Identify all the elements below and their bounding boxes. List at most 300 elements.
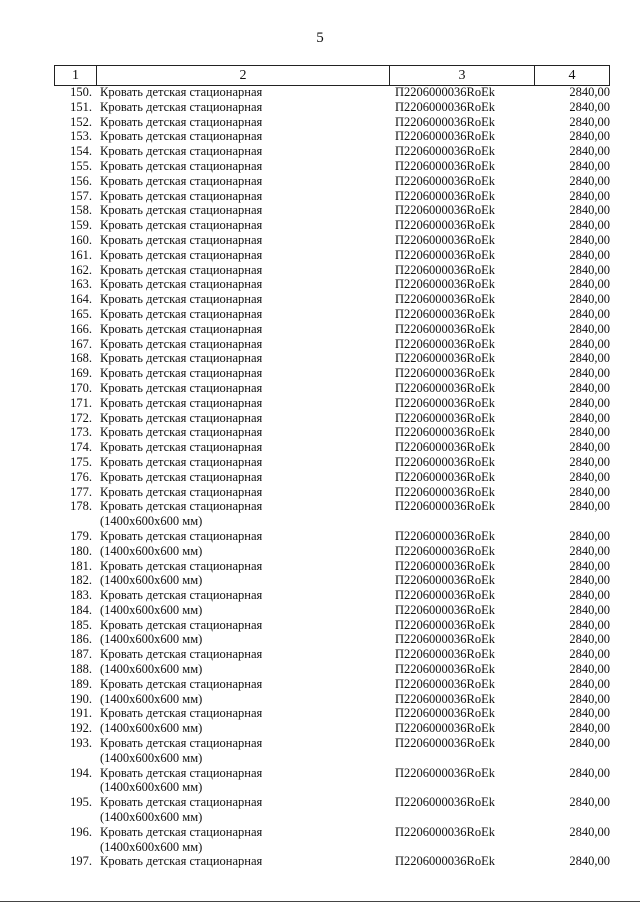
row-number: 158. [70,203,92,218]
item-price: 2840,00 [569,499,610,514]
item-code: П2206000036RoEk [395,129,495,144]
row-number: 194. [70,765,92,780]
table-row [54,470,610,485]
item-price: 2840,00 [569,203,610,218]
item-code: П2206000036RoEk [395,321,495,336]
row-number: 162. [70,262,92,277]
item-price: 2840,00 [569,469,610,484]
item-name-line: Кровать детская стационарная [100,366,263,381]
table-row [54,292,610,307]
table-body [54,85,610,869]
item-price: 2840,00 [569,351,610,366]
row-number: 178. [70,499,92,514]
item-price: 2840,00 [569,306,610,321]
row-number: 161. [70,247,92,262]
item-price: 2840,00 [569,114,610,129]
item-name [96,203,393,218]
item-name-line: Кровать детская стационарная [100,824,263,839]
table-row [54,440,610,455]
item-code: П2206000036RoEk [395,736,495,751]
row-number: 180. [70,543,92,558]
item-name-line: Кровать детская стационарная [100,144,263,159]
item-price: 2840,00 [569,336,610,351]
item-code: П2206000036RoEk [395,336,495,351]
row-number: 163. [70,277,92,292]
row-number: 182. [70,573,92,588]
table-row [54,100,610,115]
table-row [54,263,610,278]
item-price: 2840,00 [569,558,610,573]
item-name-line: Кровать детская стационарная [100,218,263,233]
item-price: 2840,00 [569,144,610,159]
item-code: П2206000036RoEk [395,706,495,721]
row-number: 157. [70,188,92,203]
item-price: 2840,00 [569,247,610,262]
row-number: 171. [70,395,92,410]
header-col-2: 2 [96,66,389,85]
item-name-line: Кровать детская стационарная [100,528,263,543]
table-row [54,854,610,869]
table-row [54,706,610,721]
table-row [54,381,610,396]
item-name-line: Кровать детская стационарная [100,765,263,780]
item-name-line: Кровать детская стационарная [100,676,263,691]
item-code: П2206000036RoEk [395,721,495,736]
item-code: П2206000036RoEk [395,203,495,218]
item-name-line: Кровать детская стационарная [100,558,263,573]
item-name [96,174,393,189]
table-row [54,632,610,647]
table-row [54,766,610,796]
item-code: П2206000036RoEk [395,676,495,691]
item-price: 2840,00 [569,647,610,662]
item-price: 2840,00 [569,854,610,869]
item-name-line: Кровать детская стационарная [100,114,263,129]
item-name-line: (1400х600х600 мм) [100,691,203,706]
row-number: 197. [70,854,92,869]
row-number: 154. [70,144,92,159]
item-code: П2206000036RoEk [395,144,495,159]
table-row [54,85,610,100]
item-name-line: Кровать детская стационарная [100,262,263,277]
item-name [96,322,393,337]
item-price: 2840,00 [569,99,610,114]
table-row [54,396,610,411]
table-row [54,189,610,204]
item-name-line: Кровать детская стационарная [100,854,263,869]
row-number: 159. [70,218,92,233]
table-row [54,322,610,337]
item-name [96,366,393,381]
row-number: 193. [70,736,92,751]
item-name-line: Кровать детская стационарная [100,647,263,662]
table-row [54,544,610,559]
item-name [96,662,393,677]
item-code: П2206000036RoEk [395,173,495,188]
item-name-line: Кровать детская стационарная [100,173,263,188]
item-code: П2206000036RoEk [395,158,495,173]
item-price: 2840,00 [569,765,610,780]
row-number: 186. [70,632,92,647]
table-row [54,351,610,366]
item-name-line: Кровать детская стационарная [100,410,263,425]
item-code: П2206000036RoEk [395,484,495,499]
row-number: 175. [70,454,92,469]
row-number: 160. [70,232,92,247]
row-number: 195. [70,795,92,810]
item-price: 2840,00 [569,188,610,203]
item-price: 2840,00 [569,425,610,440]
item-name [96,307,393,322]
item-name [96,129,393,144]
item-name [96,351,393,366]
row-number: 185. [70,617,92,632]
item-name-line: Кровать детская стационарная [100,99,263,114]
item-code: П2206000036RoEk [395,647,495,662]
item-name-line: (1400х600х600 мм) [100,810,203,825]
item-price: 2840,00 [569,721,610,736]
item-code: П2206000036RoEk [395,188,495,203]
table-row [54,307,610,322]
item-name [96,144,393,159]
row-number: 181. [70,558,92,573]
row-number: 164. [70,292,92,307]
row-number: 169. [70,366,92,381]
item-price: 2840,00 [569,366,610,381]
item-name-line: (1400х600х600 мм) [100,602,203,617]
item-name-line: (1400х600х600 мм) [100,514,203,529]
table-row [54,559,610,574]
item-name-line: Кровать детская стационарная [100,306,263,321]
item-name-line: Кровать детская стационарная [100,351,263,366]
item-code: П2206000036RoEk [395,558,495,573]
item-name [96,189,393,204]
item-name-line: Кровать детская стационарная [100,425,263,440]
row-number: 172. [70,410,92,425]
item-name-line: (1400х600х600 мм) [100,750,203,765]
item-name-line: Кровать детская стационарная [100,395,263,410]
item-code: П2206000036RoEk [395,232,495,247]
item-name-line: Кровать детская стационарная [100,706,263,721]
item-price: 2840,00 [569,218,610,233]
table-row [54,647,610,662]
item-code: П2206000036RoEk [395,85,495,99]
item-price: 2840,00 [569,321,610,336]
table-row [54,736,610,766]
table-row [54,248,610,263]
item-name-line: Кровать детская стационарная [100,736,263,751]
item-code: П2206000036RoEk [395,380,495,395]
table-row [54,573,610,588]
row-number: 155. [70,158,92,173]
item-price: 2840,00 [569,691,610,706]
item-code: П2206000036RoEk [395,543,495,558]
item-price: 2840,00 [569,85,610,99]
table-row [54,529,610,544]
item-name-line: (1400х600х600 мм) [100,543,203,558]
table-row [54,425,610,440]
item-code: П2206000036RoEk [395,247,495,262]
row-number: 196. [70,824,92,839]
item-code: П2206000036RoEk [395,99,495,114]
item-code: П2206000036RoEk [395,602,495,617]
item-name-line: Кровать детская стационарная [100,247,263,262]
item-name-line: Кровать детская стационарная [100,380,263,395]
row-number: 187. [70,647,92,662]
item-price: 2840,00 [569,173,610,188]
item-price: 2840,00 [569,292,610,307]
item-price: 2840,00 [569,410,610,425]
row-number: 191. [70,706,92,721]
item-name-line: Кровать детская стационарная [100,484,263,499]
table-row [54,366,610,381]
item-name [96,529,393,544]
item-code: П2206000036RoEk [395,366,495,381]
item-name-line: Кровать детская стационарная [100,158,263,173]
table-row [54,115,610,130]
item-code: П2206000036RoEk [395,573,495,588]
item-name [96,603,393,618]
item-name-line: Кровать детская стационарная [100,321,263,336]
item-name [96,381,393,396]
item-name-line: Кровать детская стационарная [100,617,263,632]
table-row [54,588,610,603]
item-code: П2206000036RoEk [395,425,495,440]
table-row [54,662,610,677]
item-name-line: Кровать детская стационарная [100,277,263,292]
item-price: 2840,00 [569,632,610,647]
item-code: П2206000036RoEk [395,662,495,677]
item-name [96,559,393,574]
item-name [96,425,393,440]
table-row [54,603,610,618]
row-number: 183. [70,588,92,603]
row-number: 188. [70,662,92,677]
table-row [54,159,610,174]
item-name-line: Кровать детская стационарная [100,469,263,484]
item-code: П2206000036RoEk [395,440,495,455]
table-row [54,203,610,218]
item-price: 2840,00 [569,262,610,277]
table-header [54,65,610,86]
item-name-line: Кровать детская стационарная [100,795,263,810]
row-number: 168. [70,351,92,366]
item-code: П2206000036RoEk [395,795,495,810]
item-name [96,766,393,796]
table-row [54,411,610,426]
item-name [96,233,393,248]
table-row [54,277,610,292]
item-price: 2840,00 [569,543,610,558]
table-row [54,692,610,707]
header-col-4: 4 [534,66,610,85]
item-name-line: (1400х600х600 мм) [100,780,203,795]
item-price: 2840,00 [569,129,610,144]
item-name [96,218,393,233]
item-price: 2840,00 [569,395,610,410]
item-name [96,455,393,470]
table-row [54,618,610,633]
item-code: П2206000036RoEk [395,277,495,292]
item-price: 2840,00 [569,380,610,395]
row-number: 189. [70,676,92,691]
item-code: П2206000036RoEk [395,262,495,277]
item-price: 2840,00 [569,736,610,751]
item-name [96,263,393,278]
item-price: 2840,00 [569,824,610,839]
item-code: П2206000036RoEk [395,691,495,706]
item-name [96,736,393,766]
item-name [96,292,393,307]
row-number: 179. [70,528,92,543]
item-name [96,573,393,588]
table-row [54,677,610,692]
item-name-line: (1400х600х600 мм) [100,721,203,736]
row-number: 151. [70,99,92,114]
row-number: 150. [70,85,92,99]
item-name [96,499,393,529]
item-code: П2206000036RoEk [395,306,495,321]
item-price: 2840,00 [569,676,610,691]
row-number: 152. [70,114,92,129]
item-name [96,677,393,692]
item-name-line: Кровать детская стационарная [100,292,263,307]
item-name-line: Кровать детская стационарная [100,129,263,144]
row-number: 156. [70,173,92,188]
item-code: П2206000036RoEk [395,632,495,647]
item-code: П2206000036RoEk [395,292,495,307]
page-number: 5 [316,30,324,46]
table-row [54,337,610,352]
item-name [96,85,393,100]
item-name [96,692,393,707]
item-price: 2840,00 [569,440,610,455]
item-name-line: Кровать детская стационарная [100,188,263,203]
item-name-line: (1400х600х600 мм) [100,662,203,677]
item-name-line: Кровать детская стационарная [100,85,263,99]
item-name-line: (1400х600х600 мм) [100,573,203,588]
item-code: П2206000036RoEk [395,617,495,632]
item-price: 2840,00 [569,158,610,173]
item-code: П2206000036RoEk [395,218,495,233]
table-row [54,499,610,529]
item-price: 2840,00 [569,795,610,810]
item-price: 2840,00 [569,528,610,543]
item-name [96,618,393,633]
item-name [96,588,393,603]
item-name-line: (1400х600х600 мм) [100,839,203,854]
item-code: П2206000036RoEk [395,588,495,603]
item-name [96,337,393,352]
item-code: П2206000036RoEk [395,469,495,484]
item-name [96,485,393,500]
item-name [96,632,393,647]
item-name [96,396,393,411]
item-code: П2206000036RoEk [395,395,495,410]
row-number: 177. [70,484,92,499]
row-number: 176. [70,469,92,484]
item-code: П2206000036RoEk [395,499,495,514]
item-name [96,721,393,736]
item-name [96,159,393,174]
item-name-line: Кровать детская стационарная [100,336,263,351]
item-price: 2840,00 [569,232,610,247]
table-row [54,174,610,189]
item-name-line: (1400х600х600 мм) [100,632,203,647]
item-code: П2206000036RoEk [395,824,495,839]
item-price: 2840,00 [569,484,610,499]
item-name [96,854,393,869]
item-price: 2840,00 [569,277,610,292]
bottom-divider [0,901,640,902]
item-code: П2206000036RoEk [395,410,495,425]
item-name [96,115,393,130]
item-code: П2206000036RoEk [395,114,495,129]
table-row [54,795,610,825]
row-number: 192. [70,721,92,736]
row-number: 166. [70,321,92,336]
row-number: 167. [70,336,92,351]
item-code: П2206000036RoEk [395,454,495,469]
table-row [54,825,610,855]
table-row [54,455,610,470]
item-name [96,100,393,115]
row-number: 184. [70,602,92,617]
item-price: 2840,00 [569,454,610,469]
item-name-line: Кровать детская стационарная [100,440,263,455]
item-name [96,470,393,485]
item-code: П2206000036RoEk [395,854,495,869]
item-price: 2840,00 [569,617,610,632]
table-row [54,129,610,144]
table-row [54,721,610,736]
item-code: П2206000036RoEk [395,528,495,543]
item-name [96,277,393,292]
item-price: 2840,00 [569,573,610,588]
header-col-1: 1 [54,66,96,85]
item-name-line: Кровать детская стационарная [100,454,263,469]
item-name [96,440,393,455]
item-price: 2840,00 [569,588,610,603]
item-name [96,706,393,721]
row-number: 173. [70,425,92,440]
item-code: П2206000036RoEk [395,351,495,366]
item-name-line: Кровать детская стационарная [100,203,263,218]
item-price: 2840,00 [569,662,610,677]
item-name [96,544,393,559]
row-number: 153. [70,129,92,144]
row-number: 165. [70,306,92,321]
table-row [54,144,610,159]
table-row [54,218,610,233]
item-name [96,647,393,662]
row-number: 190. [70,691,92,706]
item-name-line: Кровать детская стационарная [100,499,263,514]
header-col-3: 3 [389,66,534,85]
row-number: 174. [70,440,92,455]
row-number: 170. [70,380,92,395]
item-code: П2206000036RoEk [395,765,495,780]
item-name [96,825,393,855]
item-name [96,411,393,426]
table-row [54,233,610,248]
item-price: 2840,00 [569,706,610,721]
item-name [96,795,393,825]
item-name-line: Кровать детская стационарная [100,232,263,247]
item-name [96,248,393,263]
item-price: 2840,00 [569,602,610,617]
table-row [54,485,610,500]
